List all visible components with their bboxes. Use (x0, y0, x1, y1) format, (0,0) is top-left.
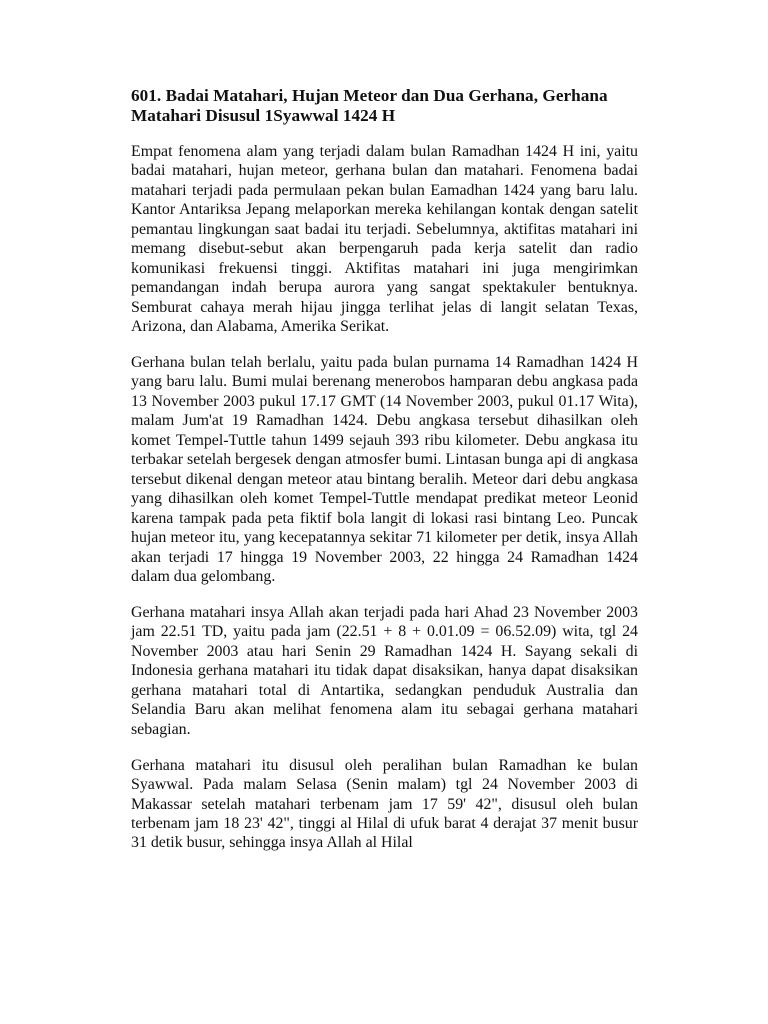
paragraph-hujan-meteor: Gerhana bulan telah berlalu, yaitu pada bulan purnama 14 Ramadhan 1424 H yang baru lalu. Bumi mulai berenang menerobos hamparan debu angkasa pada 13 November 2003 pukul 17.17 GMT (14 November 2003, pukul 01.17 Wita), malam Jum'at 19 Ramadhan 1424. Debu angkasa tersebut dihasilkan oleh komet Tempel-Tuttle tahun 1499 sejauh 393 ribu kilometer. Debu angkasa itu terbakar setelah bergesek dengan atmosfer bumi. Lintasan bunga api di angkasa tersebut dikenal dengan meteor atau bintang beralih. Meteor dari debu angkasa yang dihasilkan oleh komet Tempel-Tuttle mendapat predikat meteor Leonid karena tampak pada peta fiktif bola langit di lokasi rasi bintang Leo. Puncak hujan meteor itu, yang kecepatannya sekitar 71 kilometer per detik, insya Allah akan terjadi 17 hingga 19 November 2003, 22 hingga 24 Ramadhan 1424 dalam dua gelombang. (131, 354, 638, 586)
paragraph-gerhana-matahari: Gerhana matahari insya Allah akan terjadi pada hari Ahad 23 November 2003 jam 22.51 TD, yaitu pada jam (22.51 + 8 + 0.01.09 = 06.52.09) wita, tgl 24 November 2003 atau hari Senin 29 Ramadhan 1424 H. Sayang sekali di Indonesia gerhana matahari itu tidak dapat disaksikan, hanya dapat disaksikan gerhana matahari total di Antartika, sedangkan penduduk Australia dan Selandia Baru akan melihat fenomena alam itu sebagai gerhana matahari sebagian. (131, 603, 638, 738)
paragraph-badai-matahari: Empat fenomena alam yang terjadi dalam bulan Ramadhan 1424 H ini, yaitu badai matahari, hujan meteor, gerhana bulan dan matahari. Fenomena badai matahari terjadi pada permulaan pekan bulan Eamadhan 1424 yang baru lalu. Kantor Antariksa Jepang melaporkan mereka kehilangan kontak dengan satelit pemantau lingkungan saat badai itu terjadi. Sebelumnya, aktifitas matahari ini memang disebut-sebut akan berpengaruh pada kerja satelit dan radio komunikasi frekuensi tinggi. Aktifitas matahari ini juga mengirimkan pemandangan indah berupa aurora yang sangat spektakuler bentuknya. Semburat cahaya merah hijau jingga terlihat jelas di langit selatan Texas, Arizona, dan Alabama, Amerika Serikat. (131, 143, 638, 336)
document-title: 601. Badai Matahari, Hujan Meteor dan Dua Gerhana, Gerhana Matahari Disusul 1Syawwal 1424 H (131, 86, 608, 125)
paragraph-peralihan-syawwal: Gerhana matahari itu disusul oleh peralihan bulan Ramadhan ke bulan Syawwal. Pada malam Selasa (Senin malam) tgl 24 November 2003 di Makassar setelah matahari terbenam jam 17 59' 42", disusul oleh bulan terbenam jam 18 23' 42", tinggi al Hilal di ufuk barat 4 derajat 37 menit busur 31 detik busur, sehingga insya Allah al Hilal (131, 756, 638, 852)
document-page (131, 86, 638, 853)
